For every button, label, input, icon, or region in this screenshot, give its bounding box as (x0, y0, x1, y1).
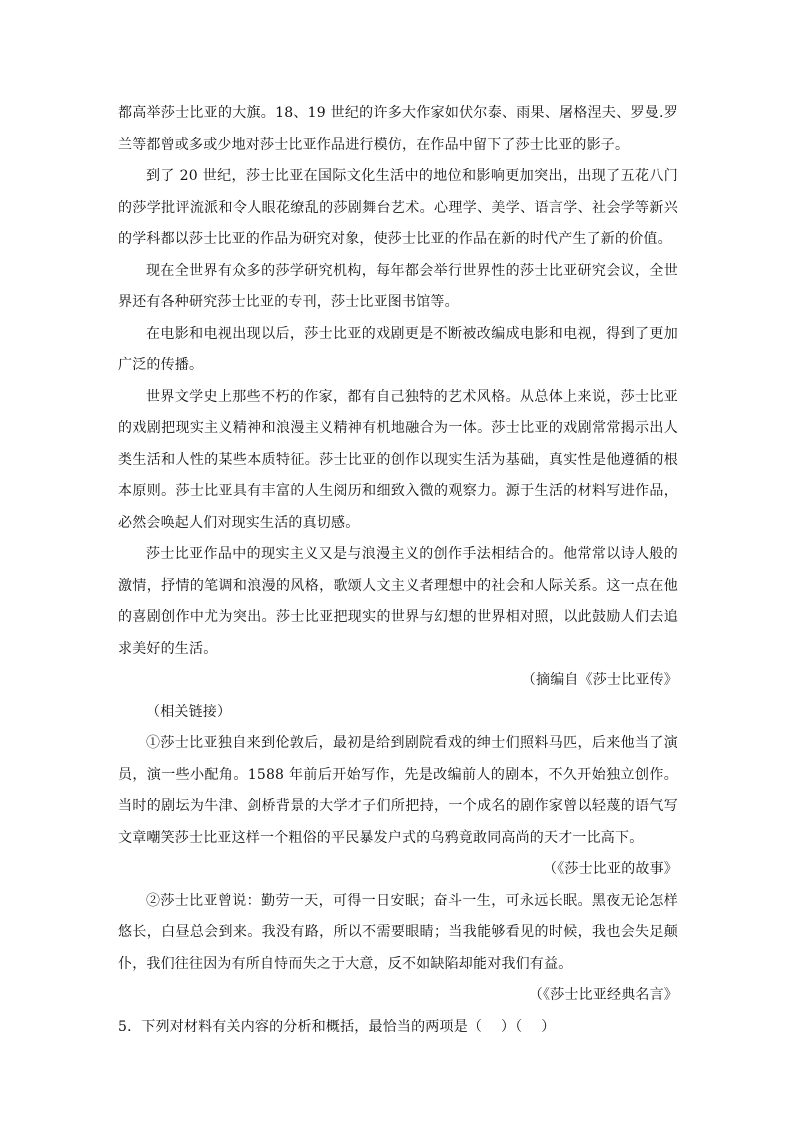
paragraph-artistic-style: 世界文学史上那些不朽的作家，都有自己独特的艺术风格。从总体上来说，莎士比亚的戏剧把现实主义精神和浪漫主义精神有机地融合为一体。莎士比亚的戏剧常常揭示出人类生活和人性的某些本质特征。莎士比亚的创作以现实生活为基础，真实性是他遵循的根本原则。莎士比亚具有丰富的人生阅历和细致入微的观察力。源于生活的材料写进作品，必然会唤起人们对现实生活的真切感。 (118, 388, 678, 531)
question-5: 5．下列对材料有关内容的分析和概括，最恰当的两项是（ ）（ ） (118, 1018, 556, 1035)
paragraph-film-tv: 在电影和电视出现以后，莎士比亚的戏剧更是不断被改编成电影和电视，得到了更加广泛的传播。 (118, 325, 678, 373)
related-link-1: ①莎士比亚独自来到伦敦后，最初是给到剧院看戏的绅士们照料马匹，后来他当了演员，演一些小配角。1588 年前后开始写作，先是改编前人的剧本，不久开始独立创作。当时的剧坛为牛津、剑桥背景的大学才子们所把持，一个成名的剧作家曾以轻蔑的语气写文章嘲笑莎士比亚这样一个粗俗的平民暴发户式的乌鸦竟敢同高尚的天才一比高下。 (118, 735, 678, 846)
paragraph-intro-continued: 都高举莎士比亚的大旗。18、19 世纪的许多大作家如伏尔泰、雨果、屠格涅夫、罗曼.罗兰等都曾或多或少地对莎士比亚作品进行模仿，在作品中留下了莎士比亚的影子。 (118, 105, 678, 153)
related-link-2: ②莎士比亚曾说：勤劳一天，可得一日安眠；奋斗一生，可永远长眠。黑夜无论怎样悠长，白昼总会到来。我没有路，所以不需要眼睛；当我能够看见的时候，我也会失足颠仆，我们往往因为有所自恃而失之于大意，反不如缺陷却能对我们有益。 (118, 892, 678, 972)
source-citation-quotes: （《莎士比亚经典名言》 (528, 987, 678, 1003)
article-body (118, 98, 678, 1043)
paragraph-research-institutions: 现在全世界有众多的莎学研究机构，每年都会举行世界性的莎士比亚研究会议，全世界还有各种研究莎士比亚的专刊，莎士比亚图书馆等。 (118, 262, 678, 310)
paragraph-20th-century: 到了 20 世纪，莎士比亚在国际文化生活中的地位和影响更加突出，出现了五花八门的莎学批评流派和令人眼花缭乱的莎剧舞台艺术。心理学、美学、语言学、社会学等新兴的学科都以莎士比亚的作品为研究对象，使莎士比亚的作品在新的时代产生了新的价值。 (118, 168, 678, 247)
source-citation-story: （《莎士比亚的故事》 (543, 861, 678, 877)
source-citation-biography: （摘编自《莎士比亚传》 (521, 672, 678, 688)
related-links-heading: （相关链接） (146, 703, 232, 720)
paragraph-realism-romanticism: 莎士比亚作品中的现实主义又是与浪漫主义的创作手法相结合的。他常常以诗人般的激情，抒情的笔调和浪漫的风格，歌颂人文主义者理想中的社会和人际关系。这一点在他的喜剧创作中尤为突出。莎士比亚把现实的世界与幻想的世界相对照，以此鼓励人们去追求美好的生活。 (118, 546, 678, 657)
